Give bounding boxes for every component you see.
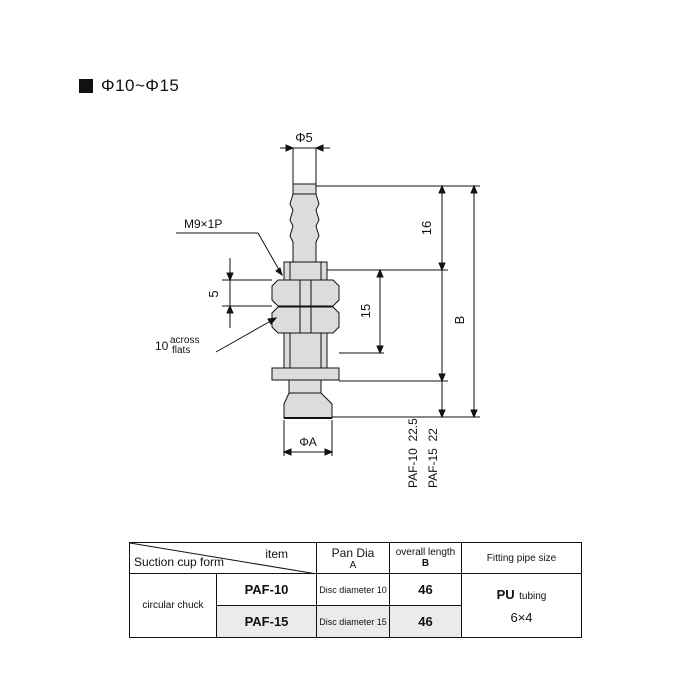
- length-cell: 46: [390, 574, 462, 606]
- fitting-size: 6×4: [510, 610, 533, 625]
- phi5-arrow-right: [316, 145, 323, 151]
- fitting-tubing: tubing: [519, 591, 547, 602]
- dim15-arrow-bottom: [377, 346, 383, 353]
- hose-barb: [290, 194, 319, 262]
- dim16-arrow-top: [439, 186, 445, 193]
- header-overall-sub: B: [421, 558, 430, 569]
- fitting-line1: [462, 586, 581, 604]
- table-row: [130, 574, 582, 606]
- dim-mid-arrow-bottom: [439, 374, 445, 381]
- dim5-arrow-bottom: [227, 306, 233, 313]
- across-num-label: 10: [155, 339, 169, 353]
- hose-barb-tip: [293, 184, 316, 194]
- length-cell: 46: [390, 606, 462, 638]
- thread-label: M9×1P: [184, 217, 223, 231]
- heading-text: Φ10~Φ15: [101, 76, 180, 95]
- hex-nut-lower: [272, 307, 339, 333]
- across-leader: [216, 318, 276, 352]
- form-value-cell: circular chuck: [130, 574, 217, 638]
- header-pan-dia-sub: A: [349, 559, 357, 571]
- phia-arrow-right: [325, 449, 332, 455]
- dimb-arrow-top: [471, 186, 477, 193]
- hex-nut-upper: [272, 280, 339, 306]
- flange: [272, 368, 339, 380]
- disc-cell: Disc diameter 15: [317, 606, 390, 638]
- header-pan-dia: [317, 543, 390, 574]
- table-header-row: [130, 543, 582, 574]
- dimb-label: B: [452, 315, 467, 325]
- spec-table: [129, 542, 582, 638]
- dim16-label: 16: [419, 220, 434, 236]
- header-overall-title: overall length: [395, 547, 456, 558]
- header-diagonal-cell: [130, 543, 317, 574]
- fitting-cell: [462, 574, 582, 638]
- dim16-arrow-bottom: [439, 263, 445, 270]
- model-cell: PAF-10: [217, 574, 317, 606]
- across-label-line2: flats: [172, 345, 191, 356]
- dimb-arrow-bottom: [471, 410, 477, 417]
- header-form: Suction cup form: [134, 555, 225, 569]
- dim15-arrow-top: [377, 270, 383, 277]
- dim5-arrow-top: [227, 273, 233, 280]
- dim-cup-arrow-bottom: [439, 410, 445, 417]
- header-overall-length: [390, 543, 462, 574]
- paf15-dim-label: PAF-15 22: [426, 428, 440, 488]
- thread-leader-arrow: [276, 268, 282, 275]
- header-fitting: Fitting pipe size: [462, 543, 582, 574]
- header-pan-dia-title: Pan Dia: [331, 545, 375, 560]
- dim15-label: 15: [358, 303, 373, 319]
- paf10-dim-label: PAF-10 22.5: [406, 418, 420, 488]
- disc-cell: Disc diameter 10: [317, 574, 390, 606]
- phia-arrow-left: [284, 449, 291, 455]
- fitting-pu: PU: [496, 587, 515, 602]
- cup-neck: [289, 380, 321, 393]
- dim5-label: 5: [206, 290, 221, 298]
- suction-cup: [284, 393, 332, 418]
- model-cell: PAF-15: [217, 606, 317, 638]
- header-item: item: [265, 547, 288, 561]
- phi5-arrow-left: [286, 145, 293, 151]
- phia-label: ΦA: [299, 435, 317, 449]
- across-label-line1: across: [170, 335, 200, 346]
- phi5-label: Φ5: [295, 130, 313, 145]
